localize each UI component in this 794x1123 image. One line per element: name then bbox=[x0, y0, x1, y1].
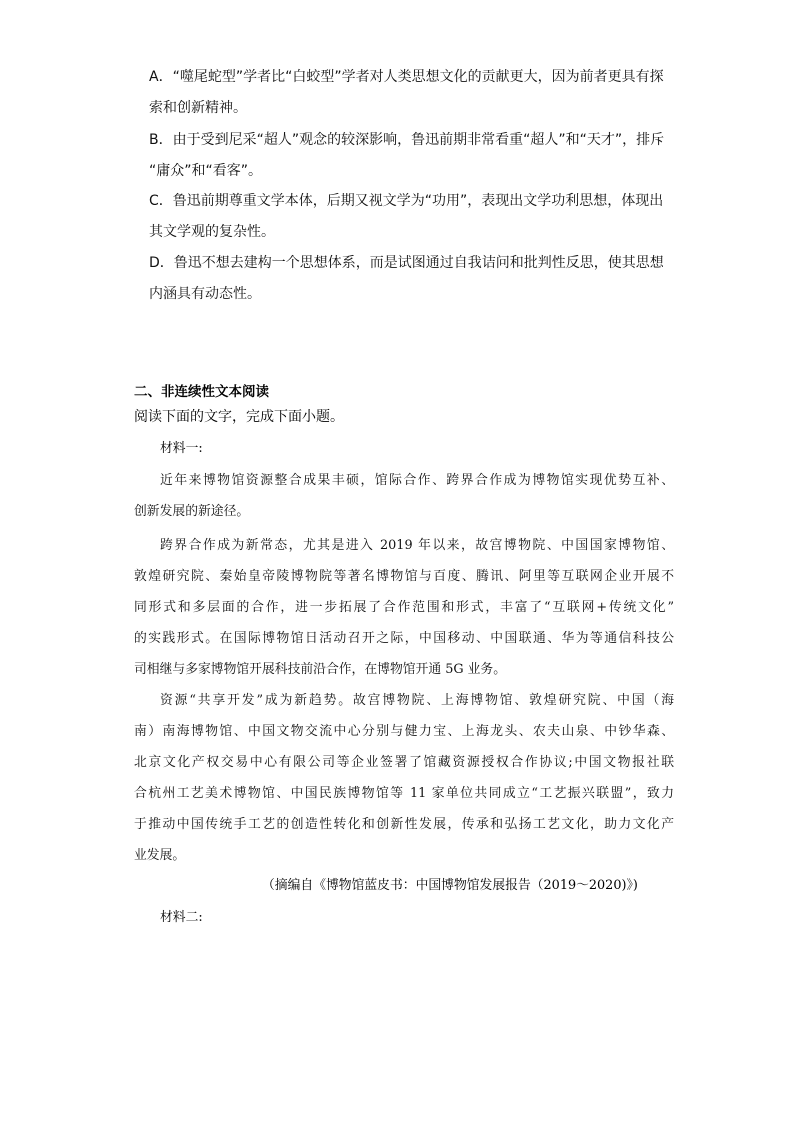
material2-label: 材料二: bbox=[160, 910, 203, 925]
text-line: 南）南海博物馆、中国文物交流中心分别与健力宝、上海龙头、农夫山泉、中钞华森、 bbox=[134, 724, 674, 739]
text-line: 北京文化产权交易中心有限公司等企业签署了馆藏资源授权合作协议;中国文物报社联 bbox=[134, 755, 674, 770]
text-line: 敦煌研究院、秦始皇帝陵博物院等著名博物馆与百度、腾讯、阿里等互联网企业开展不 bbox=[134, 569, 674, 584]
option-a-line2: 索和创新精神。 bbox=[149, 100, 247, 116]
option-c bbox=[149, 186, 689, 248]
option-b-line1: B．由于受到尼采“超人”观念的较深影响，鲁迅前期非常看重“超人”和“天才”，排斥 bbox=[149, 132, 665, 148]
text-line: 的实践形式。在国际博物馆日活动召开之际，中国移动、中国联通、华为等通信科技公 bbox=[134, 631, 674, 646]
text-line: 创新发展的新途径。 bbox=[134, 504, 250, 519]
text-line: 于推动中国传统手工艺的创造性转化和创新性发展，传承和弘扬工艺文化，助力文化产 bbox=[134, 817, 674, 832]
material1-paragraph-2 bbox=[134, 530, 674, 685]
text-line: 资源“共享开发”成为新趋势。故宫博物院、上海博物馆、敦煌研究院、中国（海 bbox=[160, 693, 674, 708]
section-instruction: 阅读下面的文字，完成下面小题。 bbox=[134, 409, 344, 425]
text-line: 近年来博物馆资源整合成果丰硕，馆际合作、跨界合作成为博物馆实现优势互补、 bbox=[160, 473, 674, 488]
option-d bbox=[149, 248, 689, 310]
material1-paragraph-1 bbox=[134, 465, 674, 527]
material1-paragraph-3 bbox=[134, 685, 674, 871]
option-c-line2: 其文学观的复杂性。 bbox=[149, 224, 275, 240]
material1-label: 材料一: bbox=[160, 441, 203, 456]
text-line: 司相继与多家博物馆开展科技前沿合作，在博物馆开通 5G 业务。 bbox=[134, 662, 507, 677]
option-a bbox=[149, 62, 689, 124]
option-b bbox=[149, 125, 689, 187]
option-b-line2: “庸众”和“看客”。 bbox=[149, 163, 263, 179]
option-d-line2: 内涵具有动态性。 bbox=[149, 286, 261, 302]
option-a-line1: A．“噬尾蛇型”学者比“白蛟型”学者对人类思想文化的贡献更大，因为前者更具有探 bbox=[149, 69, 664, 85]
text-line: 合杭州工艺美术博物馆、中国民族博物馆等 11 家单位共同成立“工艺振兴联盟”，致力 bbox=[134, 786, 674, 801]
section-title: 二、非连续性文本阅读 bbox=[134, 384, 269, 400]
text-line: 同形式和多层面的合作，进一步拓展了合作范围和形式，丰富了“互联网+传统文化” bbox=[134, 600, 674, 615]
option-c-line1: C．鲁迅前期尊重文学本体，后期又视文学为“功用”，表现出文学功利思想，体现出 bbox=[149, 193, 664, 209]
text-line: 业发展。 bbox=[134, 848, 186, 863]
option-d-line1: D．鲁迅不想去建构一个思想体系，而是试图通过自我诘问和批判性反思，使其思想 bbox=[149, 255, 664, 271]
text-line: 跨界合作成为新常态，尤其是进入 2019 年以来，故宫博物院、中国国家博物馆、 bbox=[160, 538, 674, 553]
material1-source: （摘编自《博物馆蓝皮书：中国博物馆发展报告（2019～2020)》) bbox=[262, 878, 638, 893]
